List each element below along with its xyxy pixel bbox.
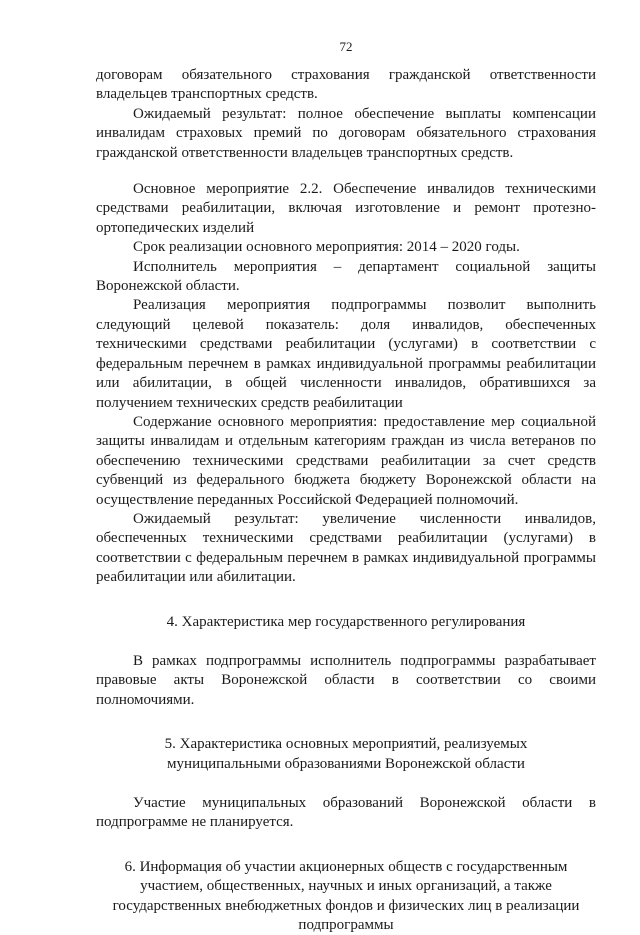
paragraph-executor: Исполнитель мероприятия – департамент социальной защиты Воронежской области. [96, 258, 596, 295]
section-heading-4: 4. Характеристика мер государственного регулирования [166, 613, 526, 630]
document-body [96, 66, 596, 935]
paragraph-expected-result-compensation: Ожидаемый результат: полное обеспечение выплаты компенсации инвалидам страховых премий по договорам обязательного страхования гражданской ответственности владельцев транспортных средств. [96, 105, 596, 161]
paragraph-activity-content: Содержание основного мероприятия: предоставление мер социальной защиты инвалидам и отдельным категориям граждан из числа ветеранов по обеспечению техническими средствами реабилитации за счет средств субвенций из федерального бюджета бюджету Воронежской области на осуществление переданных Российской Федерацией полномочий. [96, 413, 596, 508]
page-number: 72 [339, 39, 353, 54]
section-heading-5: 5. Характеристика основных мероприятий, реализуемых муниципальными образованиями Воронежской области [164, 736, 528, 772]
paragraph-expected-result-rehabilitation: Ожидаемый результат: увеличение численности инвалидов, обеспеченных техническими средствами реабилитации (услугами) в соответствии с федеральным перечнем в рамках индивидуальной программы реабилитации или абилитации. [96, 510, 596, 586]
paragraph-implementation-period: Срок реализации основного мероприятия: 2014 – 2020 годы. [133, 239, 520, 256]
paragraph-regulation: В рамках подпрограммы исполнитель подпрограммы разрабатывает правовые акты Воронежской области в соответствии со своими полномочиями. [96, 652, 596, 708]
paragraph-main-activity-2-2: Основное мероприятие 2.2. Обеспечение инвалидов техническими средствами реабилитации, включая изготовление и ремонт протезно-ортопедических изделий [96, 181, 596, 236]
paragraph-target-indicator: Реализация мероприятия подпрограммы позволит выполнить следующий целевой показатель: доля инвалидов, обеспеченных техническими средствами реабилитации (услугами) в соответствии с федеральным перечнем в рамках индивидуальной программы реабилитации или абилитации, в общей численности инвалидов, обратившихся за получением технических средств реабилитации [96, 297, 596, 411]
section-heading-6: 6. Информация об участии акционерных обществ с государственным участием, общественных, научных и иных организаций, а также государственных внебюджетных фондов и физических лиц в реализации подпрограммы [112, 858, 580, 934]
paragraph-insurance-continuation: договорам обязательного страхования гражданской ответственности владельцев транспортных средств. [96, 67, 596, 103]
paragraph-municipal-participation: Участие муниципальных образований Воронежской области в подпрограмме не планируется. [96, 795, 596, 831]
